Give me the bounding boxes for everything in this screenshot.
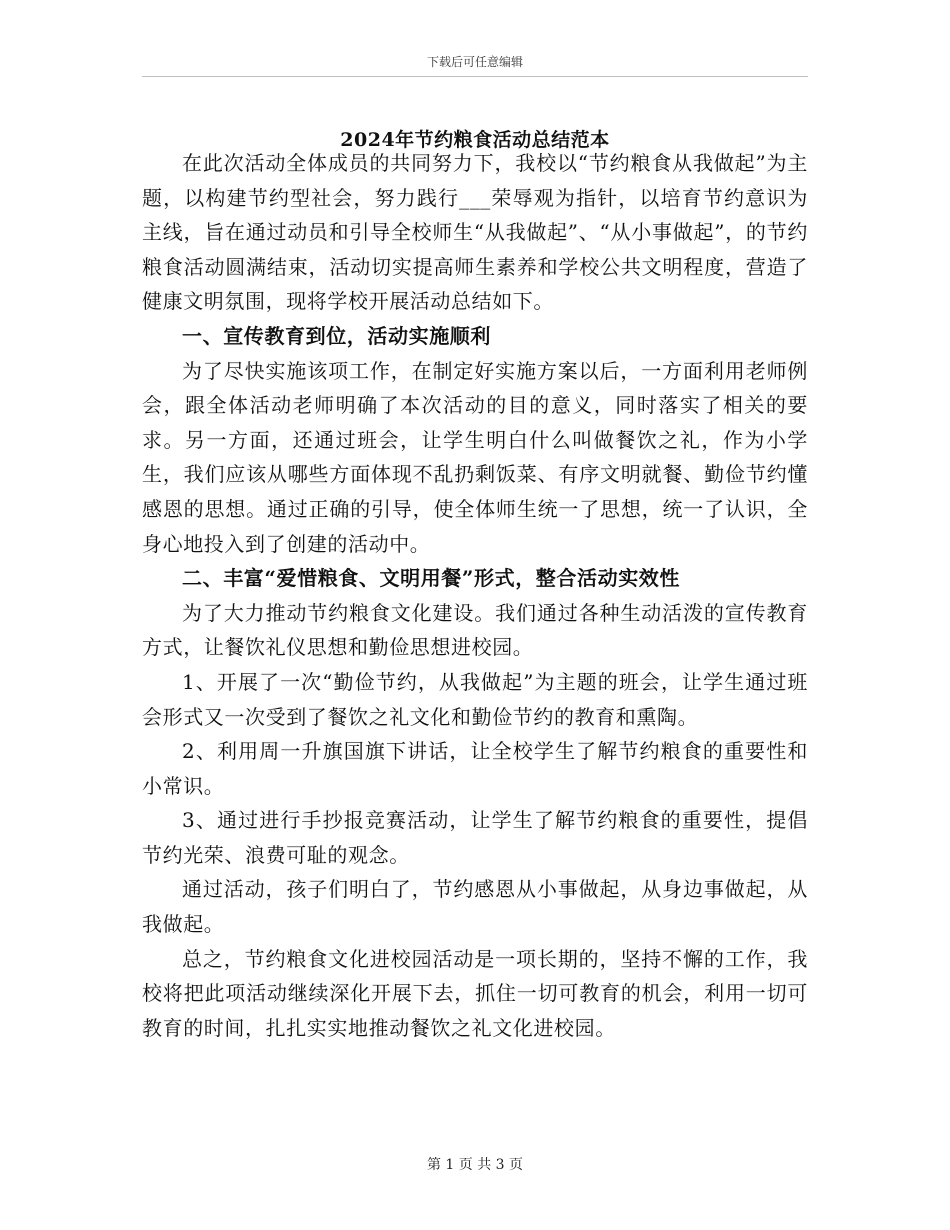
section-1-paragraph: 为了尽快实施该项工作，在制定好实施方案以后，一方面利用老师例会，跟全体活动老师明确了本次活动的目的意义，同时落实了相关的要求。另一方面，还通过班会，让学生明白什么叫做餐饮之礼，作为小学生，我们应该从哪些方面体现不乱扔剩饭菜、有序文明就餐、勤俭节约懂感恩的思想。通过正确的引导，使全体师生统一了思想，统一了认识，全身心地投入到了创建的活动中。 xyxy=(142,358,808,556)
section-heading-2: 二、丰富“爱惜粮食、文明用餐”形式，整合活动实效性 xyxy=(182,566,681,591)
list-item-1: 1、开展了一次“勤俭节约，从我做起”为主题的班会，让学生通过班会形式又一次受到了餐饮之礼文化和勤俭节约的教育和熏陶。 xyxy=(142,669,808,729)
document-title: 2024年节约粮食活动总结范本 xyxy=(340,128,610,151)
section-heading-1: 一、宣传教育到位，活动实施顺利 xyxy=(182,323,491,348)
section-2-intro-paragraph: 为了大力推动节约粮食文化建设。我们通过各种生动活泼的宣传教育方式，让餐饮礼仪思想和勤俭思想进校园。 xyxy=(142,600,808,660)
page-header: 下载后可任意编辑 xyxy=(426,55,523,69)
document-body xyxy=(142,146,808,1045)
intro-paragraph: 在此次活动全体成员的共同努力下，我校以“节约粮食从我做起”为主题，以构建节约型社会，努力践行___荣辱观为指针，以培育节约意识为主线，旨在通过动员和引导全校师生“从我做起”、“从小事做起”，的节约粮食活动圆满结束，活动切实提高师生素养和学校公共文明程度，营造了健康文明氛围，现将学校开展活动总结如下。 xyxy=(142,151,808,314)
list-item-3: 3、通过进行手抄报竞赛活动，让学生了解节约粮食的重要性，提倡节约光荣、浪费可耻的观念。 xyxy=(142,808,808,867)
list-item-2: 2、利用周一升旗国旗下讲话，让全校学生了解节约粮食的重要性和小常识。 xyxy=(142,739,808,798)
outcome-paragraph: 通过活动，孩子们明白了，节约感恩从小事做起，从身边事做起，从我做起。 xyxy=(142,877,808,937)
page-footer: 第 1 页 共 3 页 xyxy=(426,1157,524,1173)
header-divider xyxy=(142,76,808,77)
conclusion-paragraph: 总之，节约粮食文化进校园活动是一项长期的，坚持不懈的工作，我校将把此项活动继续深化开展下去，抓住一切可教育的机会，利用一切可教育的时间，扎扎实实地推动餐饮之礼文化进校园。 xyxy=(142,946,808,1040)
